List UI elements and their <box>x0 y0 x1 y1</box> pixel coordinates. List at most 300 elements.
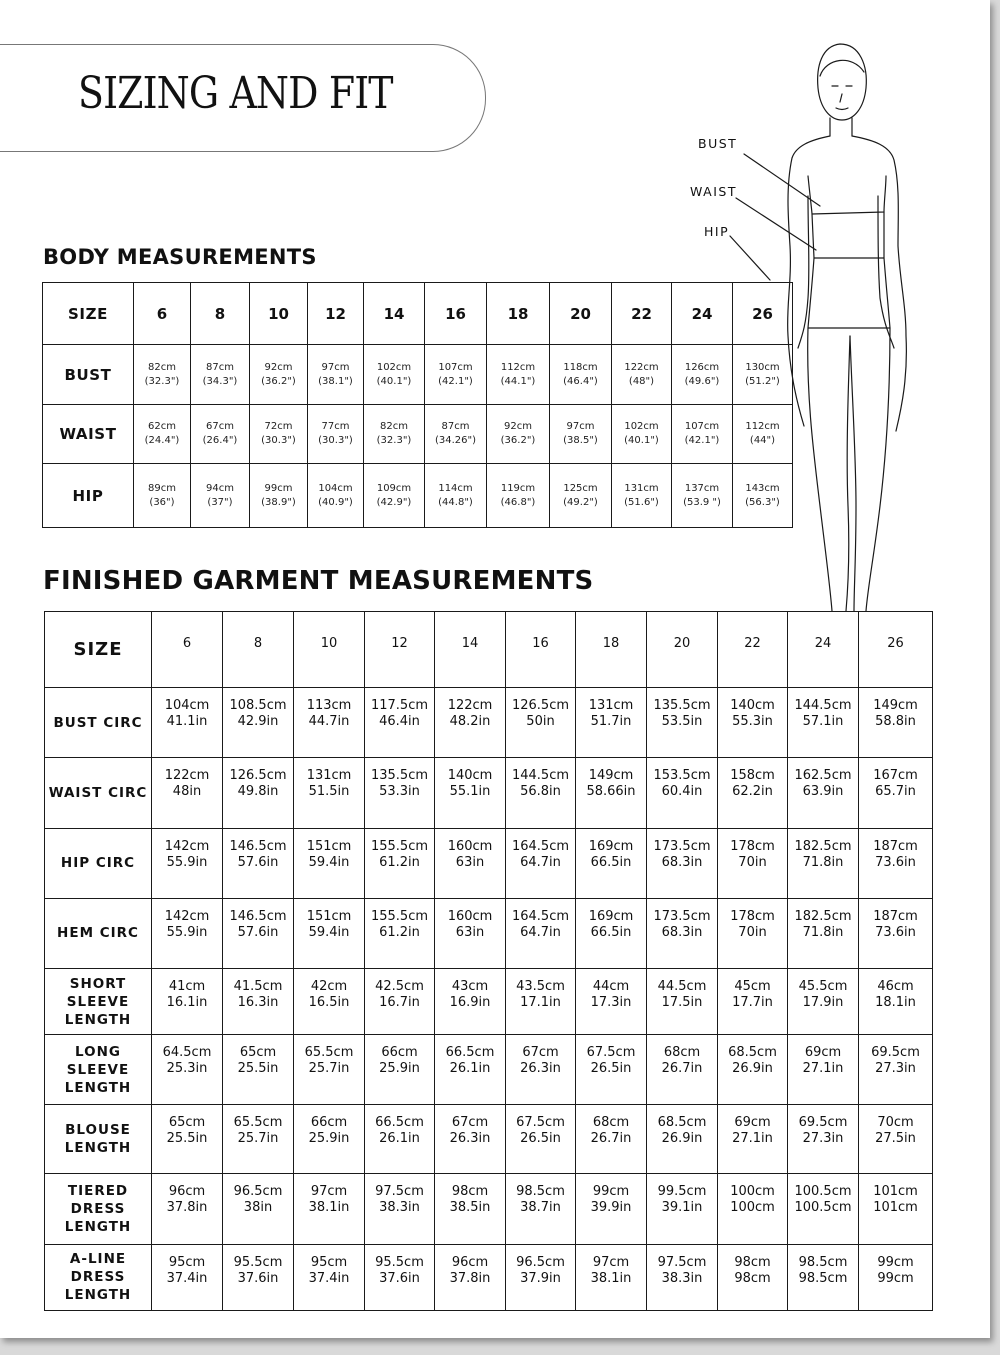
measurement-value: 119cm <box>500 482 536 494</box>
measurement-value: 65.5cm <box>304 1045 354 1061</box>
measurement-value: 178cm <box>730 908 775 924</box>
measurement-value: (32.3") <box>376 435 412 446</box>
measurement-value: 25.7in <box>237 1131 279 1147</box>
measurement-value: 16.3in <box>237 994 279 1010</box>
size-column-header: 10 <box>250 283 308 345</box>
measurement-value: 57.6in <box>237 924 279 940</box>
measurement-cell <box>365 828 435 898</box>
measurement-value: 16.9in <box>449 994 491 1010</box>
measurement-value: 62.2in <box>732 784 773 800</box>
measurement-value: 167cm <box>873 768 918 784</box>
measurement-value: 25.5in <box>166 1131 208 1147</box>
measurement-value: (36.2") <box>261 375 296 387</box>
measurement-value: 66.5in <box>590 924 632 940</box>
measurement-cell <box>365 1105 435 1173</box>
measurement-value: 25.9in <box>379 1061 420 1077</box>
measurement-cell <box>435 1244 506 1310</box>
body-measurements-table <box>42 282 793 528</box>
measurement-value: 164.5cm <box>511 838 570 854</box>
measurement-value: 55.9in <box>166 924 208 940</box>
measurement-value: 144.5cm <box>511 768 570 784</box>
measurement-cell <box>788 758 859 828</box>
measurement-value: 65.7in <box>875 784 916 800</box>
measurement-value: 53.3in <box>379 784 420 800</box>
measurement-cell <box>672 464 733 528</box>
measurement-value: 100cm <box>730 1183 775 1199</box>
measurement-value: 59.4in <box>308 854 350 870</box>
measurement-value: 98.5cm <box>798 1270 848 1286</box>
measurement-value: 97.5cm <box>657 1254 707 1270</box>
measurement-cell <box>506 758 576 828</box>
measurement-cell <box>134 405 191 464</box>
measurement-value: 70cm <box>877 1115 914 1131</box>
measurement-value: 59.4in <box>308 924 350 940</box>
measurement-cell <box>152 758 223 828</box>
figure-label-waist: WAIST <box>690 184 737 199</box>
measurement-value: 65cm <box>239 1045 277 1061</box>
measurement-value: 37.6in <box>237 1270 279 1286</box>
measurement-value: 182.5cm <box>794 838 852 854</box>
measurement-value: 17.7in <box>732 994 773 1010</box>
measurement-value: 71.8in <box>802 924 844 940</box>
measurement-value: 160cm <box>447 908 493 924</box>
measurement-value: 16.7in <box>379 994 420 1010</box>
measurement-cell <box>647 1105 718 1173</box>
measurement-cell <box>788 828 859 898</box>
measurement-cell <box>718 898 788 968</box>
measurement-value: 66.5cm <box>445 1045 495 1061</box>
measurement-value: 38.3in <box>379 1199 420 1215</box>
measurement-value: 37.8in <box>166 1199 208 1215</box>
measurement-value: 67cm <box>206 421 234 432</box>
measurement-cell <box>576 898 647 968</box>
measurement-value: 125cm <box>563 482 598 494</box>
measurement-value: 49.8in <box>237 784 279 800</box>
measurement-value: 135.5cm <box>370 768 429 784</box>
measurement-value: 153.5cm <box>653 768 711 784</box>
row-label-line: SHORT <box>69 975 127 992</box>
measurement-cell <box>425 345 487 405</box>
measurement-cell <box>612 405 672 464</box>
measurement-value: 92cm <box>504 421 532 432</box>
measurement-value: 169cm <box>588 908 634 924</box>
measurement-cell <box>718 688 788 758</box>
measurement-cell <box>506 898 576 968</box>
measurement-value: (46.8") <box>500 496 536 508</box>
measurement-value: (30.3") <box>318 435 353 446</box>
measurement-value: 113cm <box>306 698 352 714</box>
measurement-value: 98cm <box>734 1270 771 1286</box>
size-column-header: 10 <box>294 612 365 688</box>
row-label-line: LENGTH <box>64 1079 132 1096</box>
size-header-row <box>43 283 793 345</box>
measurement-cell <box>612 345 672 405</box>
measurement-cell <box>718 1244 788 1310</box>
measurement-value: 26.1in <box>449 1061 491 1077</box>
measurement-value: (40.9") <box>318 496 353 508</box>
size-column-header: 22 <box>718 612 788 688</box>
measurement-cell <box>435 898 506 968</box>
measurement-cell <box>365 688 435 758</box>
measurement-value: 55.1in <box>449 784 491 800</box>
measurement-value: 95cm <box>310 1254 348 1270</box>
measurement-value: (42.1") <box>438 375 473 387</box>
measurement-value: 26.7in <box>590 1131 632 1147</box>
measurement-value: 169cm <box>588 838 634 854</box>
measurement-value: 95.5cm <box>375 1254 424 1270</box>
size-column-header: 20 <box>647 612 718 688</box>
measurement-value: 104cm <box>318 482 353 494</box>
measurement-value: 17.5in <box>661 994 703 1010</box>
measurement-value: 126.5cm <box>511 698 570 714</box>
body-row-bust <box>43 345 793 405</box>
measurement-value: 25.7in <box>308 1061 350 1077</box>
measurement-value: 38.1in <box>308 1199 350 1215</box>
measurement-cell <box>647 1244 718 1310</box>
measurement-cell <box>576 828 647 898</box>
measurement-cell <box>647 758 718 828</box>
measurement-value: 38.1in <box>590 1270 632 1286</box>
measurement-value: 99cm <box>592 1183 630 1199</box>
measurement-value: 99cm <box>877 1254 914 1270</box>
measurement-value: 114cm <box>438 482 473 494</box>
measurement-value: (26.4") <box>202 435 238 446</box>
measurement-cell <box>435 1173 506 1244</box>
row-label-line: BUST CIRC <box>53 714 143 731</box>
measurement-value: 61.2in <box>379 854 420 870</box>
row-label: BUST <box>43 345 134 405</box>
measurement-value: 46.4in <box>379 714 420 730</box>
size-column-header: 26 <box>859 612 933 688</box>
measurement-cell <box>859 968 933 1034</box>
measurement-value: 63.9in <box>802 784 844 800</box>
measurement-value: 41.1in <box>166 714 208 730</box>
measurement-value: 66.5cm <box>375 1115 424 1131</box>
measurement-value: 68.3in <box>661 854 703 870</box>
row-label-line: LONG <box>75 1043 121 1060</box>
measurement-value: 99cm <box>877 1270 914 1286</box>
measurement-cell <box>647 828 718 898</box>
measurement-value: (36.2") <box>500 435 536 446</box>
measurement-cell <box>250 464 308 528</box>
measurement-cell <box>435 1035 506 1105</box>
measurement-value: 26.1in <box>379 1131 420 1147</box>
garment-row <box>45 898 933 968</box>
measurement-cell <box>718 828 788 898</box>
measurement-value: 96cm <box>168 1183 206 1199</box>
measurement-cell <box>223 758 294 828</box>
row-label <box>45 828 152 898</box>
measurement-value: 126cm <box>684 361 720 373</box>
measurement-value: 71.8in <box>802 854 844 870</box>
figure-label-bust: BUST <box>698 136 738 151</box>
row-label <box>45 688 152 758</box>
figure-label-hip: HIP <box>704 224 730 239</box>
measurement-value: 131cm <box>306 768 352 784</box>
measurement-value: 96.5cm <box>516 1254 565 1270</box>
garment-row <box>45 758 933 828</box>
measurement-value: (38.1") <box>318 375 353 387</box>
measurement-value: 126.5cm <box>229 768 287 784</box>
measurement-value: 27.3in <box>802 1131 844 1147</box>
measurement-value: 26.7in <box>661 1061 703 1077</box>
measurement-value: 187cm <box>873 908 918 924</box>
measurement-value: 41cm <box>168 978 206 994</box>
measurement-value: (36") <box>149 496 175 508</box>
measurement-cell <box>859 1105 933 1173</box>
measurement-cell <box>576 968 647 1034</box>
measurement-value: 100.5cm <box>794 1199 852 1215</box>
measurement-value: 109cm <box>376 482 412 494</box>
measurement-cell <box>223 688 294 758</box>
measurement-value: 48in <box>172 784 202 800</box>
measurement-value: 146.5cm <box>229 908 287 924</box>
row-label <box>45 898 152 968</box>
measurement-value: 26.5in <box>520 1131 561 1147</box>
measurement-value: 37.4in <box>308 1270 350 1286</box>
size-column-header: 8 <box>191 283 250 345</box>
measurement-cell <box>223 1035 294 1105</box>
measurement-cell <box>487 464 550 528</box>
size-column-header: 20 <box>550 283 612 345</box>
measurement-cell <box>294 968 365 1034</box>
measurement-cell <box>152 1105 223 1173</box>
measurement-value: 95.5cm <box>233 1254 283 1270</box>
measurement-cell <box>576 688 647 758</box>
measurement-cell <box>364 345 425 405</box>
row-label <box>45 968 152 1034</box>
measurement-cell <box>364 405 425 464</box>
measurement-cell <box>425 405 487 464</box>
measurement-value: 72cm <box>264 421 293 432</box>
measurement-value: 44.7in <box>308 714 350 730</box>
measurement-cell <box>576 758 647 828</box>
measurement-value: 130cm <box>745 361 780 373</box>
size-header-row <box>45 612 933 688</box>
measurement-value: 160cm <box>447 838 493 854</box>
measurement-value: 60.4in <box>661 784 703 800</box>
measurement-value: 58.8in <box>875 714 916 730</box>
row-label-line: WAIST CIRC <box>48 784 148 801</box>
measurement-cell <box>576 1035 647 1105</box>
measurement-value: 187cm <box>873 838 918 854</box>
measurement-cell <box>733 345 793 405</box>
measurement-value: 96.5cm <box>233 1183 283 1199</box>
garment-row <box>45 1244 933 1310</box>
measurement-value: 38.3in <box>661 1270 703 1286</box>
measurement-cell <box>152 688 223 758</box>
row-label-line: DRESS <box>70 1200 126 1217</box>
measurement-value: 39.9in <box>590 1199 632 1215</box>
measurement-value: 26.3in <box>449 1131 491 1147</box>
measurement-cell <box>487 405 550 464</box>
measurement-value: 16.1in <box>166 994 208 1010</box>
measurement-value: 144.5cm <box>794 698 852 714</box>
size-column-header: 14 <box>435 612 506 688</box>
measurement-cell <box>647 688 718 758</box>
measurement-cell <box>718 758 788 828</box>
measurement-cell <box>576 1105 647 1173</box>
measurement-value: 102cm <box>624 421 659 432</box>
measurement-value: 51.7in <box>590 714 632 730</box>
measurement-value: (30.3") <box>261 435 296 446</box>
measurement-value: 18.1in <box>875 994 916 1010</box>
measurement-value: 68cm <box>592 1115 630 1131</box>
measurement-value: 89cm <box>148 482 176 494</box>
garment-row <box>45 1035 933 1105</box>
measurement-cell <box>294 1105 365 1173</box>
measurement-cell <box>308 405 364 464</box>
measurement-cell <box>506 1105 576 1173</box>
measurement-cell <box>576 1244 647 1310</box>
size-column-header: 24 <box>788 612 859 688</box>
measurement-value: 158cm <box>730 768 775 784</box>
measurement-value: 142cm <box>164 838 210 854</box>
row-label-line: SLEEVE <box>66 993 130 1010</box>
measurement-cell <box>506 1173 576 1244</box>
measurement-cell <box>859 1244 933 1310</box>
measurement-value: 69cm <box>804 1045 842 1061</box>
garment-row <box>45 688 933 758</box>
measurement-cell <box>672 345 733 405</box>
measurement-value: 44.5cm <box>657 978 707 994</box>
garment-measurements-table <box>44 611 933 1311</box>
measurement-value: 77cm <box>321 421 350 432</box>
measurement-value: 68.5cm <box>728 1045 777 1061</box>
measurement-value: 37.9in <box>520 1270 561 1286</box>
measurement-cell <box>733 405 793 464</box>
measurement-value: (38.5") <box>563 435 598 446</box>
measurement-value: 97cm <box>310 1183 348 1199</box>
measurement-cell <box>365 1035 435 1105</box>
measurement-cell <box>859 828 933 898</box>
measurement-cell <box>788 688 859 758</box>
measurement-value: 151cm <box>306 908 352 924</box>
measurement-value: 42cm <box>310 978 348 994</box>
measurement-cell <box>435 828 506 898</box>
measurement-value: 65cm <box>168 1115 206 1131</box>
measurement-value: 142cm <box>164 908 210 924</box>
measurement-value: 151cm <box>306 838 352 854</box>
measurement-value: 63in <box>455 854 485 870</box>
measurement-value: 146.5cm <box>229 838 287 854</box>
measurement-value: 122cm <box>624 361 659 373</box>
measurement-value: 97cm <box>566 421 595 432</box>
measurement-cell <box>294 1173 365 1244</box>
measurement-value: 64.7in <box>520 854 561 870</box>
garment-row <box>45 1105 933 1173</box>
measurement-value: 66.5in <box>590 854 632 870</box>
row-label-line: A-LINE <box>69 1251 127 1268</box>
measurement-cell <box>365 968 435 1034</box>
measurement-value: 68.3in <box>661 924 703 940</box>
measurement-value: 117.5cm <box>370 698 429 714</box>
measurement-value: 87cm <box>206 361 234 373</box>
measurement-value: 155.5cm <box>370 838 429 854</box>
measurement-cell <box>223 968 294 1034</box>
measurement-value: 70in <box>738 924 767 940</box>
row-label-line: LENGTH <box>64 1139 132 1156</box>
measurement-value: 87cm <box>441 421 470 432</box>
measurement-value: 173.5cm <box>653 838 711 854</box>
measurement-value: 112cm <box>745 421 780 432</box>
measurement-value: 102cm <box>376 361 412 373</box>
measurement-cell <box>134 345 191 405</box>
measurement-cell <box>308 464 364 528</box>
size-column-header: 12 <box>308 283 364 345</box>
measurement-value: (24.4") <box>144 435 180 446</box>
measurement-cell <box>859 1173 933 1244</box>
size-column-header: 16 <box>506 612 576 688</box>
measurement-cell <box>647 968 718 1034</box>
measurement-cell <box>223 1173 294 1244</box>
measurement-cell <box>223 828 294 898</box>
measurement-value: 67cm <box>522 1045 559 1061</box>
measurement-value: 73.6in <box>875 854 916 870</box>
measurement-value: 27.3in <box>875 1061 916 1077</box>
measurement-cell <box>294 1035 365 1105</box>
measurement-cell <box>250 405 308 464</box>
measurement-value: 99cm <box>264 482 293 494</box>
measurement-cell <box>191 345 250 405</box>
measurement-value: (40.1") <box>624 435 659 446</box>
measurement-cell <box>294 758 365 828</box>
measurement-value: 38.5in <box>449 1199 491 1215</box>
measurement-value: 112cm <box>500 361 536 373</box>
garment-row <box>45 968 933 1034</box>
measurement-cell <box>788 968 859 1034</box>
measurement-cell <box>223 1105 294 1173</box>
measurement-value: 42.5cm <box>375 978 424 994</box>
measurement-value: 16.5in <box>308 994 350 1010</box>
measurement-value: (40.1") <box>376 375 412 387</box>
measurement-value: 122cm <box>164 768 210 784</box>
measurement-value: 155.5cm <box>370 908 429 924</box>
measurement-cell <box>134 464 191 528</box>
measurement-value: 101cm <box>873 1183 918 1199</box>
size-column-header: 8 <box>223 612 294 688</box>
garment-row <box>45 1173 933 1244</box>
row-label-line: HIP CIRC <box>60 855 136 872</box>
measurement-value: 25.5in <box>237 1061 279 1077</box>
measurement-value: (49.2") <box>563 496 598 508</box>
measurement-value: (34.26") <box>434 435 477 446</box>
measurement-cell <box>506 688 576 758</box>
measurement-value: 162.5cm <box>794 768 852 784</box>
row-label-line: DRESS <box>70 1269 126 1286</box>
measurement-value: 56.8in <box>520 784 561 800</box>
measurement-value: 67.5cm <box>586 1045 636 1061</box>
measurement-value: 98cm <box>734 1254 771 1270</box>
measurement-value: 118cm <box>563 361 598 373</box>
measurement-value: 43cm <box>451 978 489 994</box>
measurement-value: 69.5cm <box>871 1045 920 1061</box>
measurement-value: 70in <box>738 854 767 870</box>
measurement-cell <box>788 1244 859 1310</box>
measurement-cell <box>294 688 365 758</box>
measurement-value: 38.7in <box>520 1199 561 1215</box>
measurement-cell <box>718 1035 788 1105</box>
measurement-value: 100cm <box>730 1199 775 1215</box>
measurement-value: 26.9in <box>661 1131 703 1147</box>
measurement-value: 99.5cm <box>657 1183 707 1199</box>
measurement-cell <box>859 688 933 758</box>
garment-measurements-heading: FINISHED GARMENT MEASUREMENTS <box>43 566 594 596</box>
measurement-value: 57.6in <box>237 854 279 870</box>
measurement-cell <box>364 464 425 528</box>
measurement-cell <box>223 898 294 968</box>
measurement-value: 68.5cm <box>657 1115 707 1131</box>
